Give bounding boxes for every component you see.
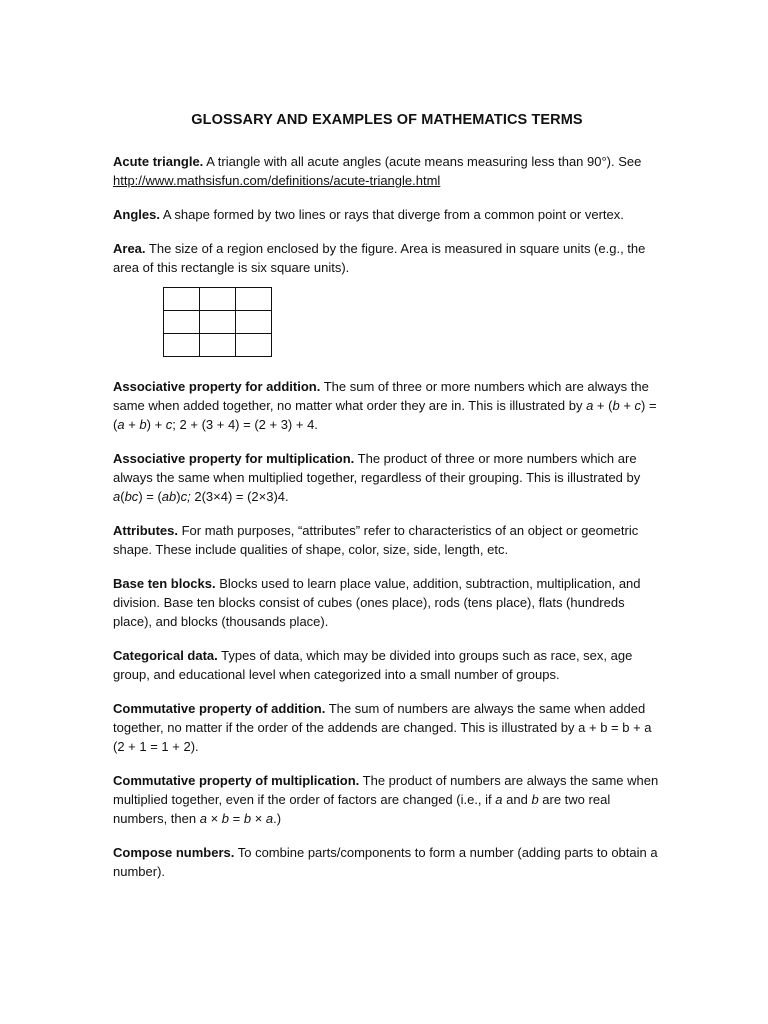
grid-cell xyxy=(164,288,200,311)
formula-part: ( xyxy=(120,489,125,504)
grid-cell xyxy=(236,288,272,311)
formula-part: ) xyxy=(176,489,181,504)
formula-part: ) = ( xyxy=(138,489,162,504)
term-label: Associative property for multiplication. xyxy=(113,451,355,466)
formula-part: + xyxy=(619,398,635,413)
formula-part: a xyxy=(495,792,503,807)
formula-part: ab xyxy=(161,489,177,504)
term-label: Area. xyxy=(113,241,146,256)
formula-part: c xyxy=(634,398,642,413)
page-title: GLOSSARY AND EXAMPLES OF MATHEMATICS TERMS xyxy=(191,112,583,128)
entry-area xyxy=(113,239,661,277)
grid-cell xyxy=(236,311,272,334)
entry-commutative-addition xyxy=(113,699,661,756)
formula-part: + ( xyxy=(593,398,613,413)
entry-compose-numbers xyxy=(113,843,661,881)
formula-part: b xyxy=(221,811,230,826)
formula-part: and xyxy=(502,792,532,807)
definition-text: Blocks used to learn place value, addition, subtraction, multiplication, and division. Base ten blocks consist of cubes (ones place), rods (tens place), flats (hundreds place), and blocks (thousands place). xyxy=(113,576,641,629)
entry-commutative-multiplication xyxy=(113,771,661,828)
definition-text: To combine parts/components to form a number (adding parts to obtain a number). xyxy=(113,845,658,879)
grid-cell xyxy=(200,288,236,311)
grid-cell xyxy=(200,311,236,334)
entry-acute-triangle xyxy=(113,152,661,190)
definition-text: For math purposes, “attributes” refer to characteristics of an object or geometric shape. These include qualities of shape, color, size, side, length, etc. xyxy=(113,523,639,557)
formula-part: are two real numbers, then xyxy=(113,792,611,826)
entry-angles xyxy=(113,205,661,224)
formula-part: + xyxy=(124,417,140,432)
formula-part: c xyxy=(165,417,173,432)
formula-part: = xyxy=(229,811,244,826)
formula-part: b xyxy=(243,811,252,826)
formula-part: .) xyxy=(273,811,282,826)
area-rectangle-grid xyxy=(163,287,272,357)
grid-cell xyxy=(164,334,200,357)
definition-text: The sum of three or more numbers which are always the same when added together, no matter what order they are in. This is illustrated by xyxy=(113,379,649,413)
entry-base-ten-blocks xyxy=(113,574,661,631)
acute-triangle-link[interactable]: http://www.mathsisfun.com/definitions/acute-triangle.html xyxy=(113,173,441,188)
formula-part: a xyxy=(199,811,207,826)
formula-part: b xyxy=(531,792,539,807)
term-label: Associative property for addition. xyxy=(113,379,321,394)
formula-part: ; 2 + (3 + 4) = (2 + 3) + 4. xyxy=(172,417,318,432)
term-label: Base ten blocks. xyxy=(113,576,216,591)
formula-part: × xyxy=(251,811,266,826)
definition-text: The size of a region enclosed by the figure. Area is measured in square units (e.g., the area of this rectangle is six square units). xyxy=(113,241,646,275)
definition-text: The product of numbers are always the same when multiplied together, even if the order of factors are changed (i.e., if xyxy=(113,773,659,807)
formula-part: ) + xyxy=(146,417,166,432)
entry-categorical-data xyxy=(113,646,661,684)
definition-text: The product of three or more numbers which are always the same when multiplied together, regardless of their grouping. This is illustrated by xyxy=(113,451,641,485)
formula-part: c; xyxy=(180,489,191,504)
term-label: Angles. xyxy=(113,207,160,222)
grid-cell xyxy=(236,334,272,357)
term-label: Compose numbers. xyxy=(113,845,235,860)
term-label: Commutative property of addition. xyxy=(113,701,326,716)
definition-text: A triangle with all acute angles (acute means measuring less than 90°). See xyxy=(203,154,642,169)
term-label: Categorical data. xyxy=(113,648,218,663)
formula-part: a xyxy=(117,417,125,432)
formula-part: ) = ( xyxy=(113,398,657,432)
definition-text: The sum of numbers are always the same when added together, no matter if the order of the addends are changed. This is illustrated by a + b = b + a (2 + 1 = 1 + 2). xyxy=(113,701,652,754)
definition-text: Types of data, which may be divided into groups such as race, sex, age group, and educational level when categorized into a small number of groups. xyxy=(113,648,633,682)
term-label: Attributes. xyxy=(113,523,178,538)
entry-associative-multiplication xyxy=(113,449,661,506)
grid-cell xyxy=(164,311,200,334)
formula-part: a xyxy=(113,489,121,504)
formula-part: b xyxy=(612,398,620,413)
formula-part: 2(3×4) = (2×3)4. xyxy=(190,489,289,504)
formula-part: bc xyxy=(124,489,139,504)
definition-text: A shape formed by two lines or rays that diverge from a common point or vertex. xyxy=(159,207,624,222)
grid-cell xyxy=(200,334,236,357)
glossary-page xyxy=(113,112,661,896)
formula-part: × xyxy=(206,811,222,826)
entry-associative-addition xyxy=(113,377,661,434)
term-label: Commutative property of multiplication. xyxy=(113,773,360,788)
formula-part: a xyxy=(586,398,594,413)
term-label: Acute triangle. xyxy=(113,154,204,169)
entry-attributes xyxy=(113,521,661,559)
formula-part: a xyxy=(265,811,274,826)
formula-part: b xyxy=(139,417,147,432)
